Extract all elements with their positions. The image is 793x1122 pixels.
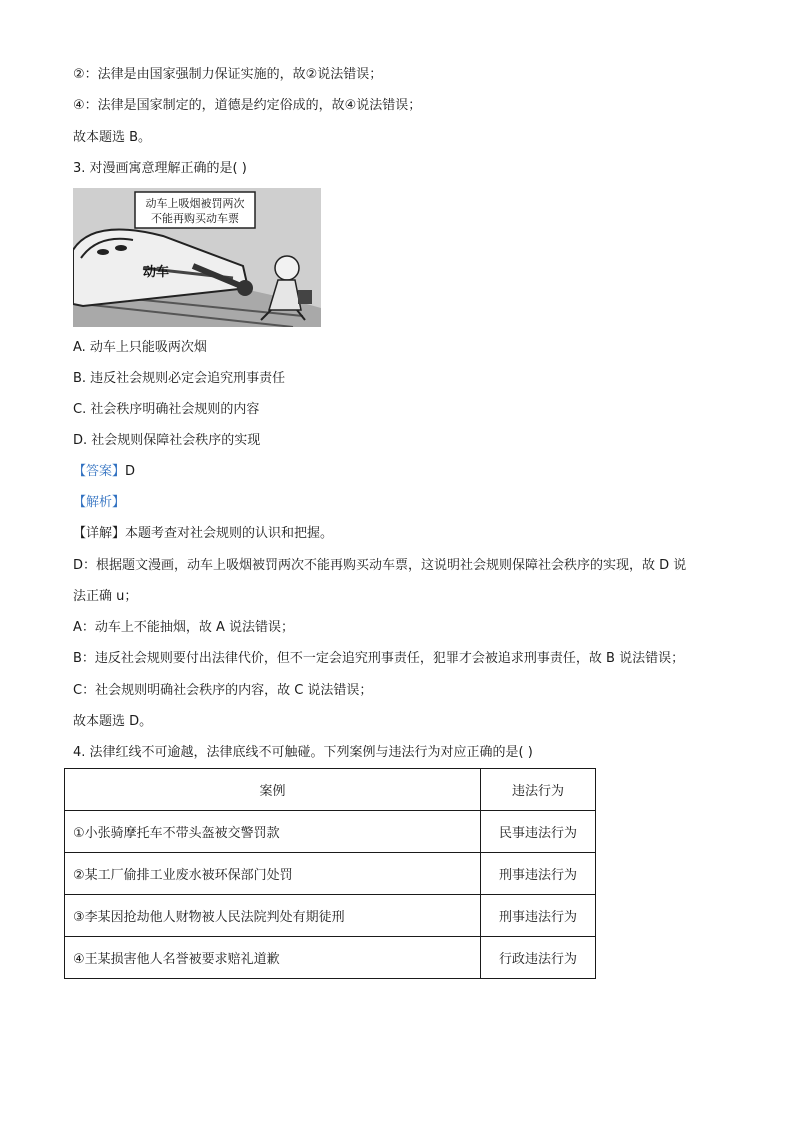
question-3: 3. 对漫画寓意理解正确的是( ) bbox=[73, 161, 247, 176]
explain-b: B：违反社会规则要付出法律代价，但不一定会追究刑事责任，犯罪才会被追求刑事责任，故 B 说法错误； bbox=[73, 651, 685, 666]
cases-table bbox=[64, 768, 596, 979]
table-row bbox=[65, 937, 596, 979]
answer-value: D bbox=[125, 464, 136, 479]
detail-line: 【详解】本题考查对社会规则的认识和把握。 bbox=[73, 526, 334, 541]
question-4: 4. 法律红线不可逾越，法律底线不可触碰。下列案例与违法行为对应正确的是( ) bbox=[73, 745, 533, 760]
cartoon-image bbox=[73, 188, 321, 327]
text-line-2: ④：法律是国家制定的，道德是约定俗成的，故④说法错误； bbox=[73, 98, 422, 113]
violation-cell: 刑事违法行为 bbox=[481, 853, 596, 895]
violation-cell: 民事违法行为 bbox=[481, 811, 596, 853]
train-label: 动车 bbox=[143, 265, 170, 280]
sign-text-1: 动车上吸烟被罚两次 bbox=[145, 197, 245, 210]
table-row bbox=[65, 853, 596, 895]
case-cell: ④王某损害他人名誉被要求赔礼道歉 bbox=[65, 937, 481, 979]
header-violation: 违法行为 bbox=[481, 769, 596, 811]
answer-line bbox=[73, 463, 135, 481]
case-cell: ②某工厂偷排工业废水被环保部门处罚 bbox=[65, 853, 481, 895]
text-line-3: 故本题选 B。 bbox=[73, 130, 152, 145]
table-header-row bbox=[65, 769, 596, 811]
explain-c: C：社会规则明确社会秩序的内容，故 C 说法错误； bbox=[73, 683, 373, 698]
explain-d-1: D：根据题文漫画，动车上吸烟被罚两次不能再购买动车票，这说明社会规则保障社会秩序的实现，故 D 说 bbox=[73, 558, 687, 573]
explain-a: A：动车上不能抽烟，故 A 说法错误； bbox=[73, 620, 295, 635]
case-cell: ①小张骑摩托车不带头盔被交警罚款 bbox=[65, 811, 481, 853]
sign-text-2: 不能再购买动车票 bbox=[151, 212, 239, 225]
violation-cell: 行政违法行为 bbox=[481, 937, 596, 979]
text-line-1: ②：法律是由国家强制力保证实施的，故②说法错误； bbox=[73, 67, 383, 82]
table-row bbox=[65, 811, 596, 853]
analysis-tag: 【解析】 bbox=[73, 495, 126, 510]
header-case: 案例 bbox=[65, 769, 481, 811]
conclusion-line: 故本题选 D。 bbox=[73, 714, 153, 729]
table-row bbox=[65, 895, 596, 937]
violation-cell: 刑事违法行为 bbox=[481, 895, 596, 937]
case-cell: ③李某因抢劫他人财物被人民法院判处有期徒刑 bbox=[65, 895, 481, 937]
answer-tag: 【答案】 bbox=[73, 464, 126, 479]
option-d: D. 社会规则保障社会秩序的实现 bbox=[73, 433, 261, 448]
option-c: C. 社会秩序明确社会规则的内容 bbox=[73, 402, 260, 417]
option-b: B. 违反社会规则必定会追究刑事责任 bbox=[73, 371, 286, 386]
explain-d-2: 法正确 u； bbox=[73, 589, 138, 604]
option-a: A. 动车上只能吸两次烟 bbox=[73, 340, 207, 355]
